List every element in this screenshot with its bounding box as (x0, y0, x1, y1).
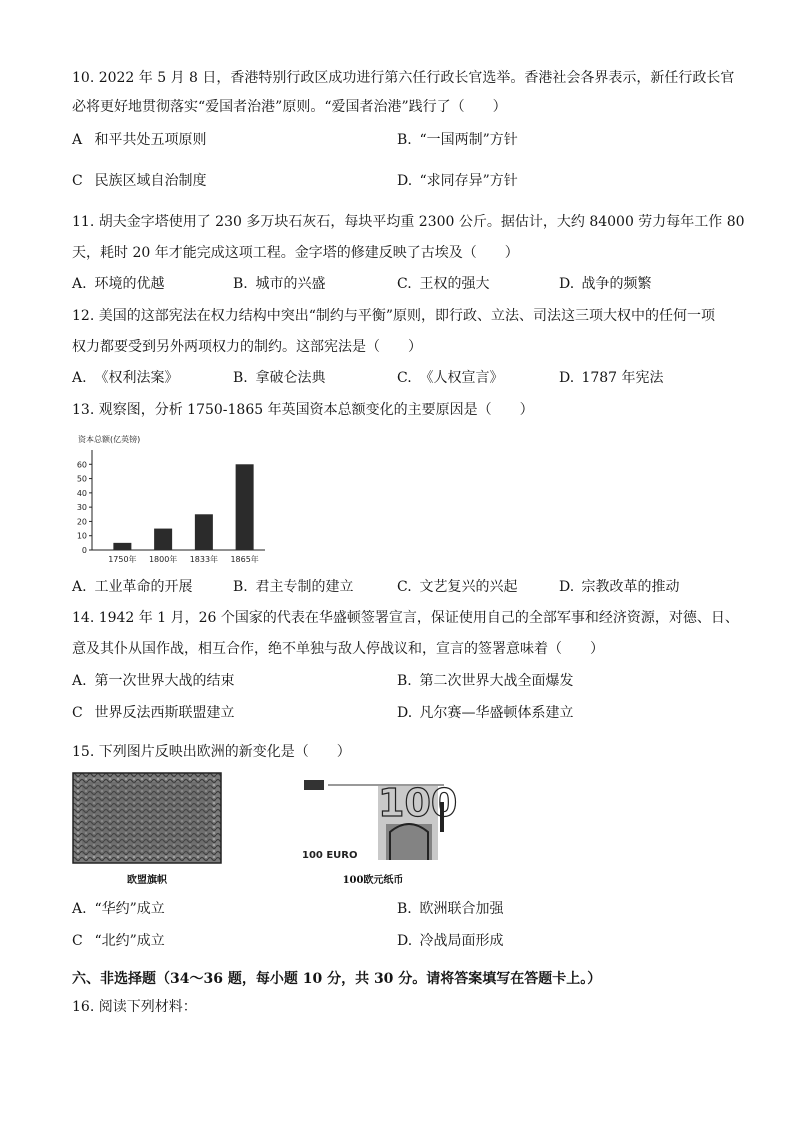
bar-1 (154, 529, 172, 550)
q13-option-c[interactable] (397, 577, 517, 597)
option-text: 第一次世界大战的结束 (94, 673, 235, 689)
q14-option-d[interactable] (397, 703, 573, 723)
option-key: C (72, 705, 83, 721)
option-key: B. (233, 276, 248, 292)
q11-option-d[interactable] (559, 274, 651, 294)
option-text: 1787 年宪法 (581, 370, 664, 386)
section-6-heading: 六、非选择题（34～36 题，每小题 10 分，共 30 分。请将答案填写在答题卡上。） (72, 971, 602, 987)
q15-option-c[interactable] (72, 931, 165, 951)
option-text: 和平共处五项原则 (94, 132, 207, 148)
option-key: B. (233, 370, 248, 386)
y-tick-label: 30 (76, 503, 87, 513)
y-tick-label: 10 (76, 531, 87, 541)
banknote-denomination: 100 EURO (302, 850, 358, 861)
option-text: 工业革命的开展 (94, 579, 193, 595)
option-text: “一国两制”方针 (419, 132, 518, 148)
option-key: D. (397, 705, 413, 721)
option-text: “北约”成立 (94, 933, 165, 949)
option-text: 战争的频繁 (581, 276, 652, 292)
q12-stem-line2: 权力都要受到另外两项权力的制约。这部宪法是（ ） (72, 339, 422, 355)
option-key: A. (72, 901, 87, 917)
x-tick-label: 1833年 (189, 555, 219, 564)
option-key: B. (397, 901, 412, 917)
option-key: C. (397, 370, 412, 386)
option-text: “求同存异”方针 (419, 173, 518, 189)
option-text: “华约”成立 (94, 901, 165, 917)
option-text: 欧洲联合加强 (419, 901, 504, 917)
q11-stem-line2: 天，耗时 20 年才能完成这项工程。金字塔的修建反映了古埃及（ ） (72, 245, 519, 261)
q12-option-d[interactable] (559, 368, 664, 388)
chart-x-labels (108, 554, 259, 564)
y-tick-label: 60 (76, 460, 87, 470)
banknote-numeral: 100 (378, 781, 458, 825)
q15-stem-line1: 15. 下列图片反映出欧洲的新变化是（ ） (72, 744, 351, 760)
q15-option-b[interactable] (397, 899, 503, 919)
q13-stem-line1: 13. 观察图，分析 1750-1865 年英国资本总额变化的主要原因是（ ） (72, 402, 534, 418)
chart-bars (113, 464, 253, 550)
option-key: D. (559, 370, 575, 386)
chart-y-ticks (77, 460, 92, 555)
option-key: A. (72, 370, 87, 386)
x-tick-label: 1800年 (148, 555, 178, 564)
eu-flag-caption: 欧盟旗帜 (127, 875, 167, 886)
q11-option-b[interactable] (233, 274, 325, 294)
bar-0 (113, 543, 131, 550)
q14-option-b[interactable] (397, 671, 573, 691)
option-text: 王权的强大 (419, 276, 490, 292)
euro-banknote-image (298, 772, 458, 864)
option-key: B. (233, 579, 248, 595)
option-key: D. (559, 579, 575, 595)
option-key: D. (559, 276, 575, 292)
bar-3 (236, 464, 254, 550)
x-tick-label: 1750年 (108, 555, 137, 564)
q15-option-d[interactable] (397, 931, 503, 951)
y-tick-label: 50 (76, 474, 87, 484)
option-key: A (72, 132, 83, 148)
option-text: 城市的兴盛 (255, 276, 326, 292)
option-text: 宗教改革的推动 (581, 579, 680, 595)
option-key: D. (397, 173, 413, 189)
q12-stem-line1: 12. 美国的这部宪法在权力结构中突出“制约与平衡”原则，即行政、立法、司法这三项大权中的任何一项 (72, 308, 716, 324)
option-key: C. (397, 276, 412, 292)
y-tick-label: 20 (76, 517, 87, 527)
q14-option-a[interactable] (72, 671, 234, 691)
option-key: D. (397, 933, 413, 949)
q10-option-a[interactable] (72, 130, 206, 150)
chart-ylabel: 资本总额(亿英镑) (78, 435, 141, 444)
q12-option-c[interactable] (397, 368, 503, 388)
x-tick-label: 1865年 (230, 555, 259, 564)
option-text: 凡尔赛—华盛顿体系建立 (419, 705, 574, 721)
option-key: C. (397, 579, 412, 595)
option-key: A. (72, 276, 87, 292)
q11-stem-line1: 11. 胡夫金字塔使用了 230 多万块石灰石，每块平均重 2300 公斤。据估计，大约 84000 劳力每年工作 80 (72, 214, 745, 230)
option-text: 民族区域自治制度 (94, 173, 207, 189)
q10-option-d[interactable] (397, 171, 518, 191)
q10-option-b[interactable] (397, 130, 518, 150)
q11-option-c[interactable] (397, 274, 489, 294)
option-key: B. (397, 132, 412, 148)
option-key: C (72, 933, 83, 949)
y-tick-label: 0 (81, 546, 87, 555)
option-key: A. (72, 673, 87, 689)
q16-stem-line1: 16. 阅读下列材料： (72, 999, 197, 1015)
q13-option-a[interactable] (72, 577, 192, 597)
option-text: 世界反法西斯联盟建立 (94, 705, 235, 721)
q13-option-d[interactable] (559, 577, 679, 597)
eu-flag-image (72, 772, 222, 864)
option-text: 文艺复兴的兴起 (419, 579, 518, 595)
q10-stem-line1: 10. 2022 年 5 月 8 日，香港特别行政区成功进行第六任行政长官选举。香港社会各界表示，新任行政长官 (72, 70, 735, 86)
option-key: C (72, 173, 83, 189)
option-key: A. (72, 579, 87, 595)
option-key: B. (397, 673, 412, 689)
option-text: 拿破仑法典 (255, 370, 326, 386)
q14-stem-line2: 意及其仆从国作战，相互合作，绝不单独与敌人停战议和，宣言的签署意味着（ ） (72, 641, 604, 657)
option-text: 环境的优越 (94, 276, 165, 292)
q14-option-c[interactable] (72, 703, 234, 723)
option-text: 《权利法案》 (94, 370, 179, 386)
capital-bar-chart (70, 430, 270, 570)
option-text: 《人权宣言》 (419, 370, 504, 386)
q12-option-a[interactable] (72, 368, 178, 388)
euro-banknote-caption: 100欧元纸币 (342, 875, 404, 886)
option-text: 第二次世界大战全面爆发 (419, 673, 574, 689)
y-tick-label: 40 (76, 488, 87, 498)
q15-option-a[interactable] (72, 899, 165, 919)
bar-2 (195, 514, 213, 550)
q12-option-b[interactable] (233, 368, 325, 388)
q10-stem-line2: 必将更好地贯彻落实“爱国者治港”原则。“爱国者治港”践行了（ ） (72, 99, 507, 115)
q11-option-a[interactable] (72, 274, 164, 294)
option-text: 冷战局面形成 (419, 933, 504, 949)
q14-stem-line1: 14. 1942 年 1 月，26 个国家的代表在华盛顿签署宣言，保证使用自己的全部军事和经济资源，对德、日、 (72, 610, 739, 626)
option-text: 君主专制的建立 (255, 579, 354, 595)
q13-option-b[interactable] (233, 577, 353, 597)
q10-option-c[interactable] (72, 171, 206, 191)
